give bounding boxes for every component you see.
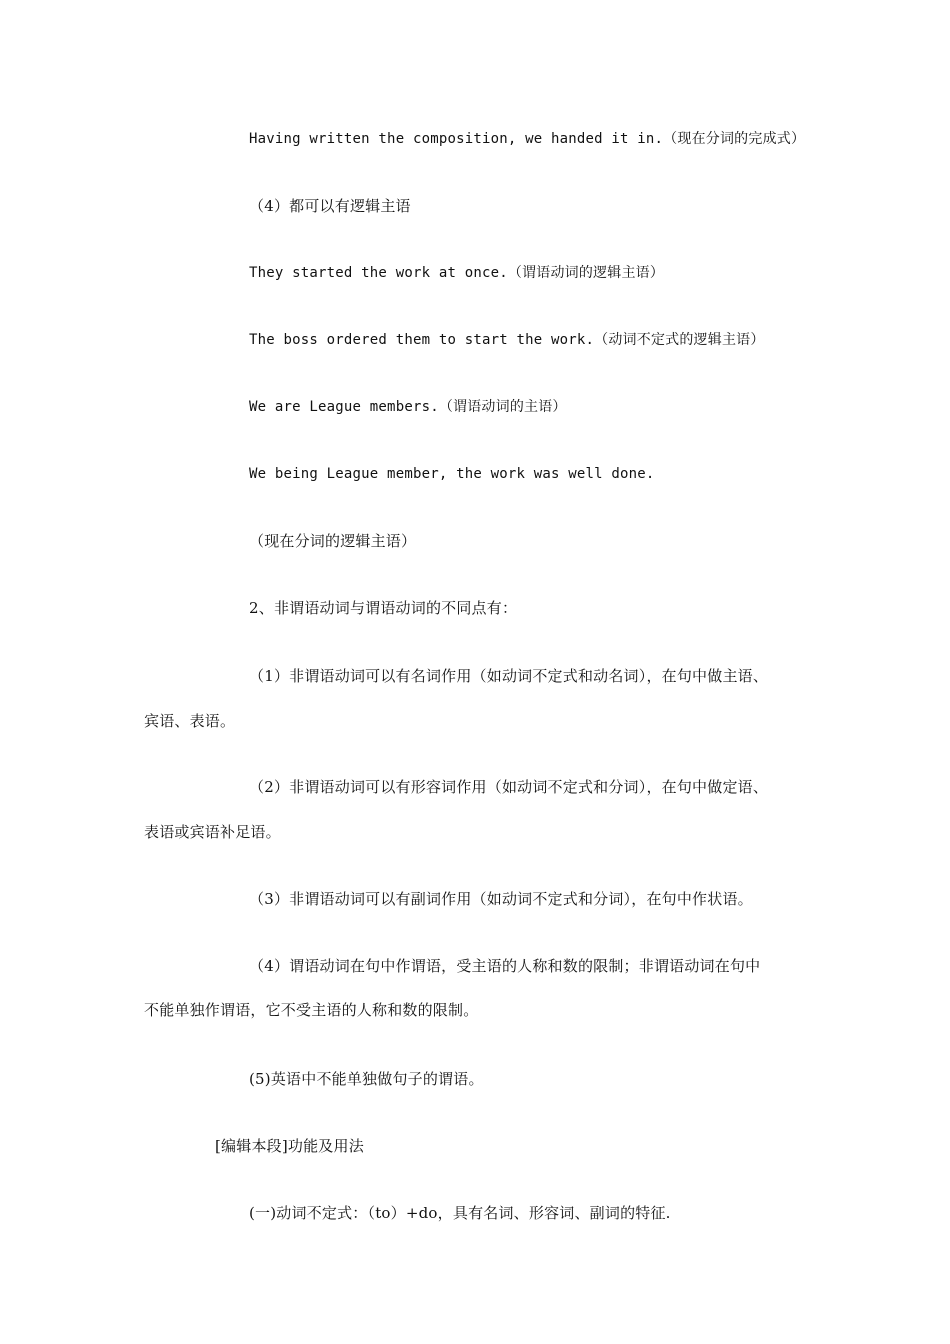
example-having-written: Having written the composition, we handed it in.（现在分词的完成式） — [249, 131, 806, 147]
diff-4-line-1: （4）谓语动词在句中作谓语，受主语的人称和数的限制；非谓语动词在句中 — [249, 957, 761, 975]
diff-3: （3）非谓语动词可以有副词作用（如动词不定式和分词），在句中作状语。 — [249, 890, 753, 908]
example-boss-ordered: The boss ordered them to start the work.（动词不定式的逻辑主语） — [249, 332, 765, 348]
diff-2-line-1: （2）非谓语动词可以有形容词作用（如动词不定式和分词），在句中做定语、 — [249, 778, 769, 796]
diff-1-line-2: 宾语、表语。 — [144, 712, 236, 730]
example-they-started: They started the work at once.（谓语动词的逻辑主语） — [249, 265, 665, 281]
section-2-heading: 2、非谓语动词与谓语动词的不同点有： — [249, 599, 518, 617]
point-4-logical-subject: （4）都可以有逻辑主语 — [249, 197, 411, 215]
infinitive-definition: (一)动词不定式：（to）+do，具有名词、形容词、副词的特征. — [249, 1204, 671, 1222]
diff-2-line-2: 表语或宾语补足语。 — [144, 823, 281, 841]
example-we-are: We are League members.（谓语动词的主语） — [249, 399, 567, 415]
section-heading-functions: [编辑本段]功能及用法 — [215, 1137, 364, 1155]
diff-4-line-2: 不能单独作谓语，它不受主语的人称和数的限制。 — [144, 1001, 479, 1019]
example-we-being: We being League member, the work was well done. — [249, 466, 655, 482]
diff-5: (5)英语中不能单独做句子的谓语。 — [249, 1070, 484, 1088]
diff-1-line-1: （1）非谓语动词可以有名词作用（如动词不定式和动名词），在句中做主语、 — [249, 667, 769, 685]
example-we-being-note: （现在分词的逻辑主语） — [249, 532, 417, 550]
